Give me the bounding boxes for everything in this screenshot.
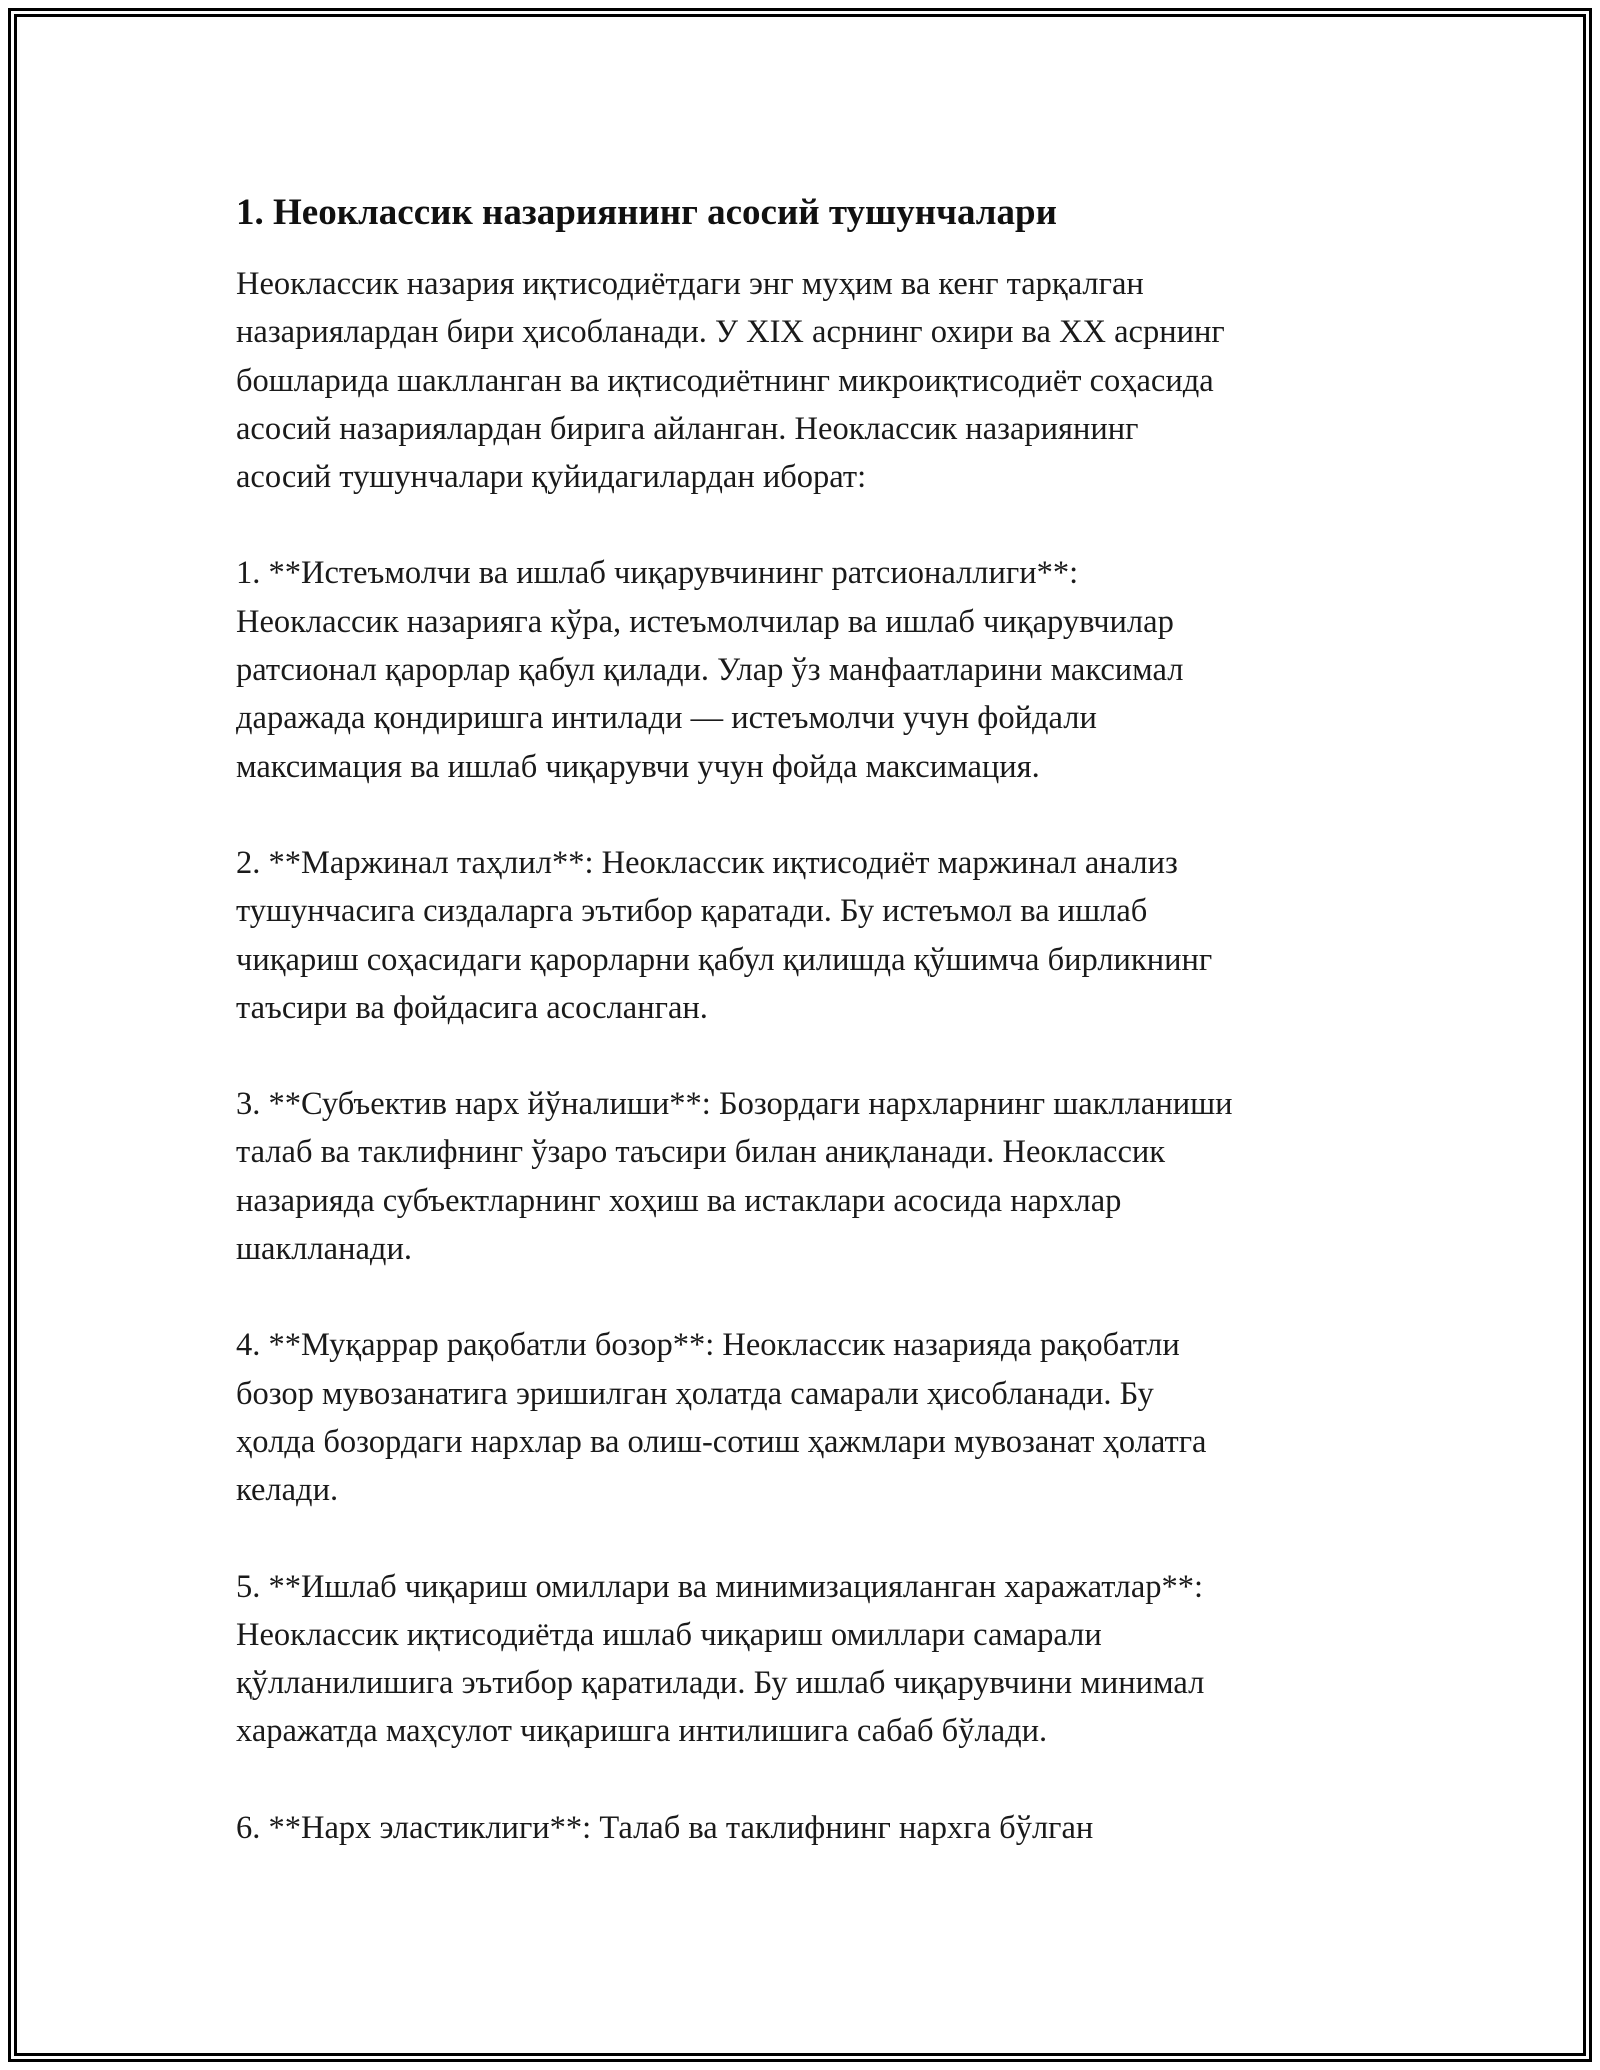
intro-paragraph: Неоклассик назария иқтисодиётдаги энг муҳим ва кенг тарқалган назариялардан бири ҳисобланади. У XIX асрнинг охири ва XX асрнинг бошларида шаклланган ва иқтисодиётнинг микроиқтисодиёт соҳасида асосий назариялардан бирига айланган. Неоклассик назариянинг асосий тушунчалари қуйидагилардан иборат: — [236, 266, 1225, 496]
list-item-subjective-price: 3. **Субъектив нарх йўналиши**: Бозордаги нархларнинг шаклланиши талаб ва таклифнинг ўзаро таъсири билан аниқланади. Неоклассик назарияда субъектларнинг хоҳиш ва истаклари асосида нархлар шаклланади. — [236, 1086, 1233, 1268]
list-item-marginal-analysis: 2. **Маржинал таҳлил**: Неоклассик иқтисодиёт маржинал анализ тушунчасига сиздаларга эътибор қаратади. Бу истеъмол ва ишлаб чиқариш соҳасидаги қарорларни қабул қилишда қўшимча бирликнинг таъсири ва фойдасига асосланган. — [236, 844, 1213, 1026]
document-body — [236, 188, 1386, 1900]
list-item-production-factors: 5. **Ишлаб чиқариш омиллари ва минимизацияланган харажатлар**: Неоклассик иқтисодиётда ишлаб чиқариш омиллари самарали қўлланилишига эътибор қаратилади. Бу ишлаб чиқарувчини минимал харажатда маҳсулот чиқаришга интилишига сабаб бўлади. — [236, 1568, 1205, 1750]
section-heading: 1. Неоклассик назариянинг асосий тушунчалари — [236, 192, 1057, 233]
list-item-rationality: 1. **Истеъмолчи ва ишлаб чиқарувчининг ратсионаллиги**: Неоклассик назарияга кўра, истеъмолчилар ва ишлаб чиқарувчилар ратсионал қарорлар қабул қилади. Улар ўз манфаатларини максимал даражада қондиришга интилади — истеъмолчи учун фойдали максимация ва ишлаб чиқарувчи учун фойда максимация. — [236, 555, 1184, 785]
list-item-price-elasticity: 6. **Нарх эластиклиги**: Талаб ва таклифнинг нархга бўлган — [236, 1809, 1094, 1846]
list-item-competitive-market: 4. **Муқаррар рақобатли бозор**: Неоклассик назарияда рақобатли бозор мувозанатига эришилган ҳолатда самарали ҳисобланади. Бу ҳолда бозордаги нархлар ва олиш-сотиш ҳажмлари мувозанат ҳолатга келади. — [236, 1327, 1207, 1509]
